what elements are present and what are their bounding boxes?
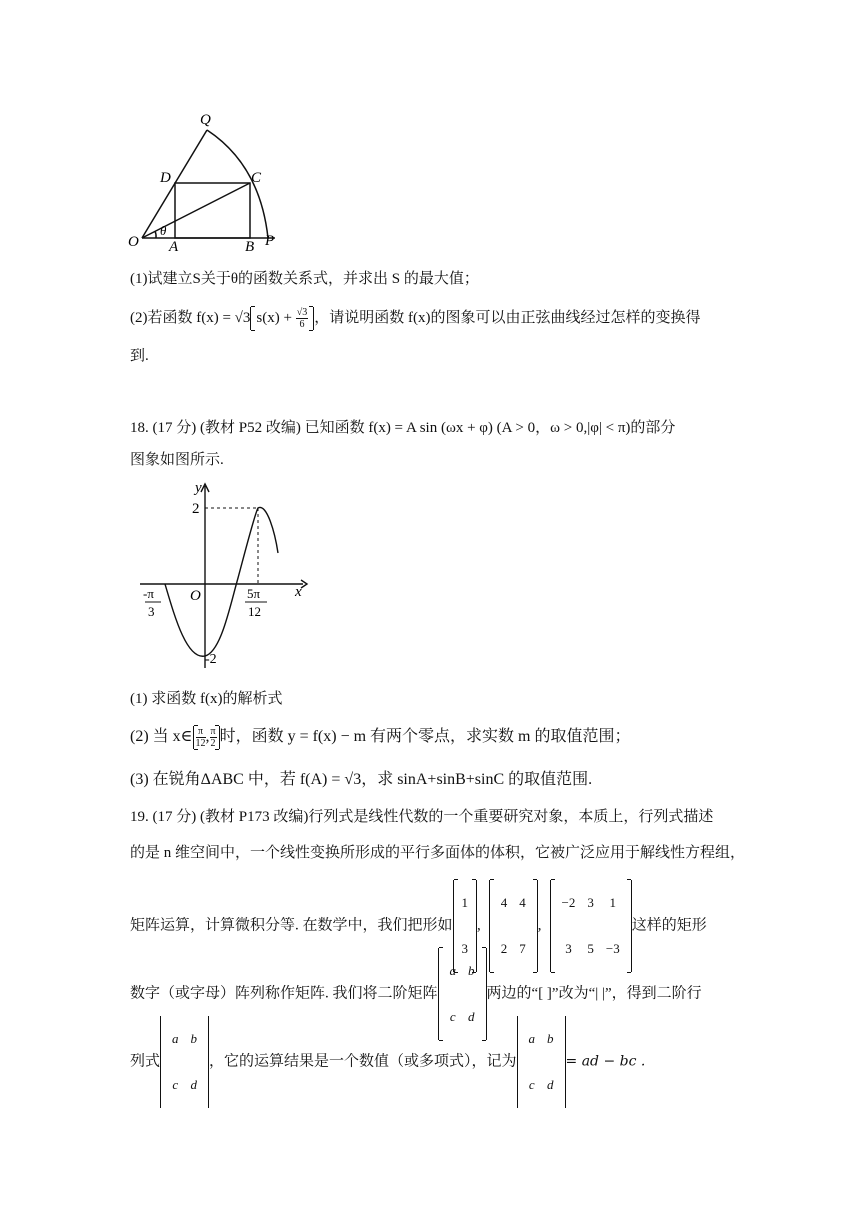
q17-part2-end: 到. [130,348,149,364]
matrix-cell: 1 [461,895,469,910]
q19-line4 [130,948,702,1024]
matrix-cell: b [547,1031,554,1046]
matrix-cell: 1 [609,895,617,910]
interval-bracket: $\frac{\pi}{12}$ , $\frac{\pi}{2}$ [193,726,220,749]
matrix-cell: b [190,1031,198,1046]
q19-line5 [130,1016,646,1092]
label-p: P [265,233,275,249]
label-d: D [160,170,171,186]
label-c: C [251,170,262,186]
matrix-cell: b [468,963,475,978]
q18-sub2-post: 时，函数 y = f(x) − m 有两个零点，求实数 m 的取值范围； [219,728,631,746]
q19-line5-pre: 列式 [130,1053,161,1070]
matrix-cell: c [449,1009,456,1024]
label-theta: θ [160,223,167,238]
frac-den: 6 [299,319,305,330]
frac-a [196,726,206,749]
q19-line1: 19. (17 分) (教材 P173 改编)行列式是线性代数的一个重要研究对象，本质上，行列式描述 [130,809,714,825]
q18-line2: 图象如图所示. [130,452,224,468]
graph-x-label: x [295,584,302,600]
q19-line4-pre: 数字（或字母）阵列称作矩阵. 我们将二阶矩阵 [130,985,438,1002]
q18-sub1: (1) 求函数 f(x)的解析式 [130,691,283,707]
q17-part2-pre: (2)若函数 f(x) = √3 [130,309,251,326]
matrix-cell: d [190,1077,198,1092]
q19-line3-post: 这样的矩形 [631,917,707,934]
matrix-cell: −3 [605,941,620,956]
matrix-cell: c [172,1077,179,1092]
matrix-cell: a [528,1031,536,1046]
matrix-cell: 3 [461,941,469,956]
bracket [250,307,314,330]
frac-b-den: 2 [210,738,216,749]
matrix-cell: a [172,1031,179,1046]
q19-line5-mid: ，它的运算结果是一个数值（或多项式），记为 [209,1053,517,1070]
matrix-cell: 3 [565,941,572,956]
q17-part2 [130,307,700,330]
graph-label-5pi-den: 12 [248,604,261,619]
graph-label-o: O [190,588,201,604]
q19-line5-post: = ad − bc . [565,1053,646,1070]
q18-sub2-pre: (2) 当 x∈ [130,728,193,746]
q18-line1: 18. (17 分) (教材 P52 改编) 已知函数 f(x) = A sin (ωx + φ) (A > 0，ω > 0,|φ| < π)的部分 [130,420,676,436]
frac-a-num: π [196,726,206,738]
matrix-cell: 7 [519,941,526,956]
q18-sub2 [130,726,631,749]
matrix-cell: 4 [519,895,526,910]
sine-graph [135,478,315,678]
graph-y-label: y [195,480,202,496]
graph-label-neg-pi: -π [143,586,154,601]
matrix-cell: 4 [500,895,508,910]
graph-label-2: 2 [192,501,200,517]
inner-expr: s(x) + [256,309,292,326]
matrix-cell: 3 [587,895,594,910]
q17-part1: (1)试建立S关于θ的函数关系式，并求出 S 的最大值； [130,271,479,287]
matrix-cell: d [468,1009,475,1024]
q19-line4-post: 两边的“[ ]”改为“| |”，得到二阶行 [486,985,702,1002]
frac-b-num: π [210,726,216,737]
matrix-cell: a [449,963,457,978]
sector-rectangle-figure [120,105,290,255]
q19-line3-pre: 矩阵运算，计算微积分等. 在数学中，我们把形如 [130,917,453,934]
matrix-cell: 5 [587,941,594,956]
label-o: O [128,234,139,250]
q19-line2: 的是 n 维空间中，一个线性变换所形成的平行多面体的体积，它被广泛应用于解线性方程组， [130,845,746,861]
graph-label-5pi: 5π [247,586,261,601]
fraction [296,307,309,330]
matrix-cell: −2 [561,895,576,910]
matrix-cell: 2 [500,941,508,956]
matrix-cell: d [547,1077,554,1092]
frac-b [210,726,217,749]
determinant-1 [160,1016,209,1108]
q19-line3: 矩阵运算，计算微积分等. 在数学中，我们把形如 1 3 , 4 4 2 7 , −2 3 1 3 5 −3 这样的矩形 [130,880,707,924]
q17-part2-post: ，请说明函数 f(x)的图象可以由正弦曲线经过怎样的变换得 [314,309,701,326]
frac-a-den: 12 [195,738,206,749]
graph-label-neg2: -2 [205,652,217,667]
label-q: Q [200,112,211,128]
label-b: B [245,239,255,255]
frac-num: √3 [296,307,308,318]
graph-label-neg-pi-den: 3 [148,604,155,619]
matrix-cell: c [528,1077,535,1092]
determinant-2 [517,1016,566,1108]
q18-sub3: (3) 在锐角ΔABC 中，若 f(A) = √3，求 sinA+sinB+sinC 的取值范围. [130,771,593,788]
label-a: A [169,239,179,255]
